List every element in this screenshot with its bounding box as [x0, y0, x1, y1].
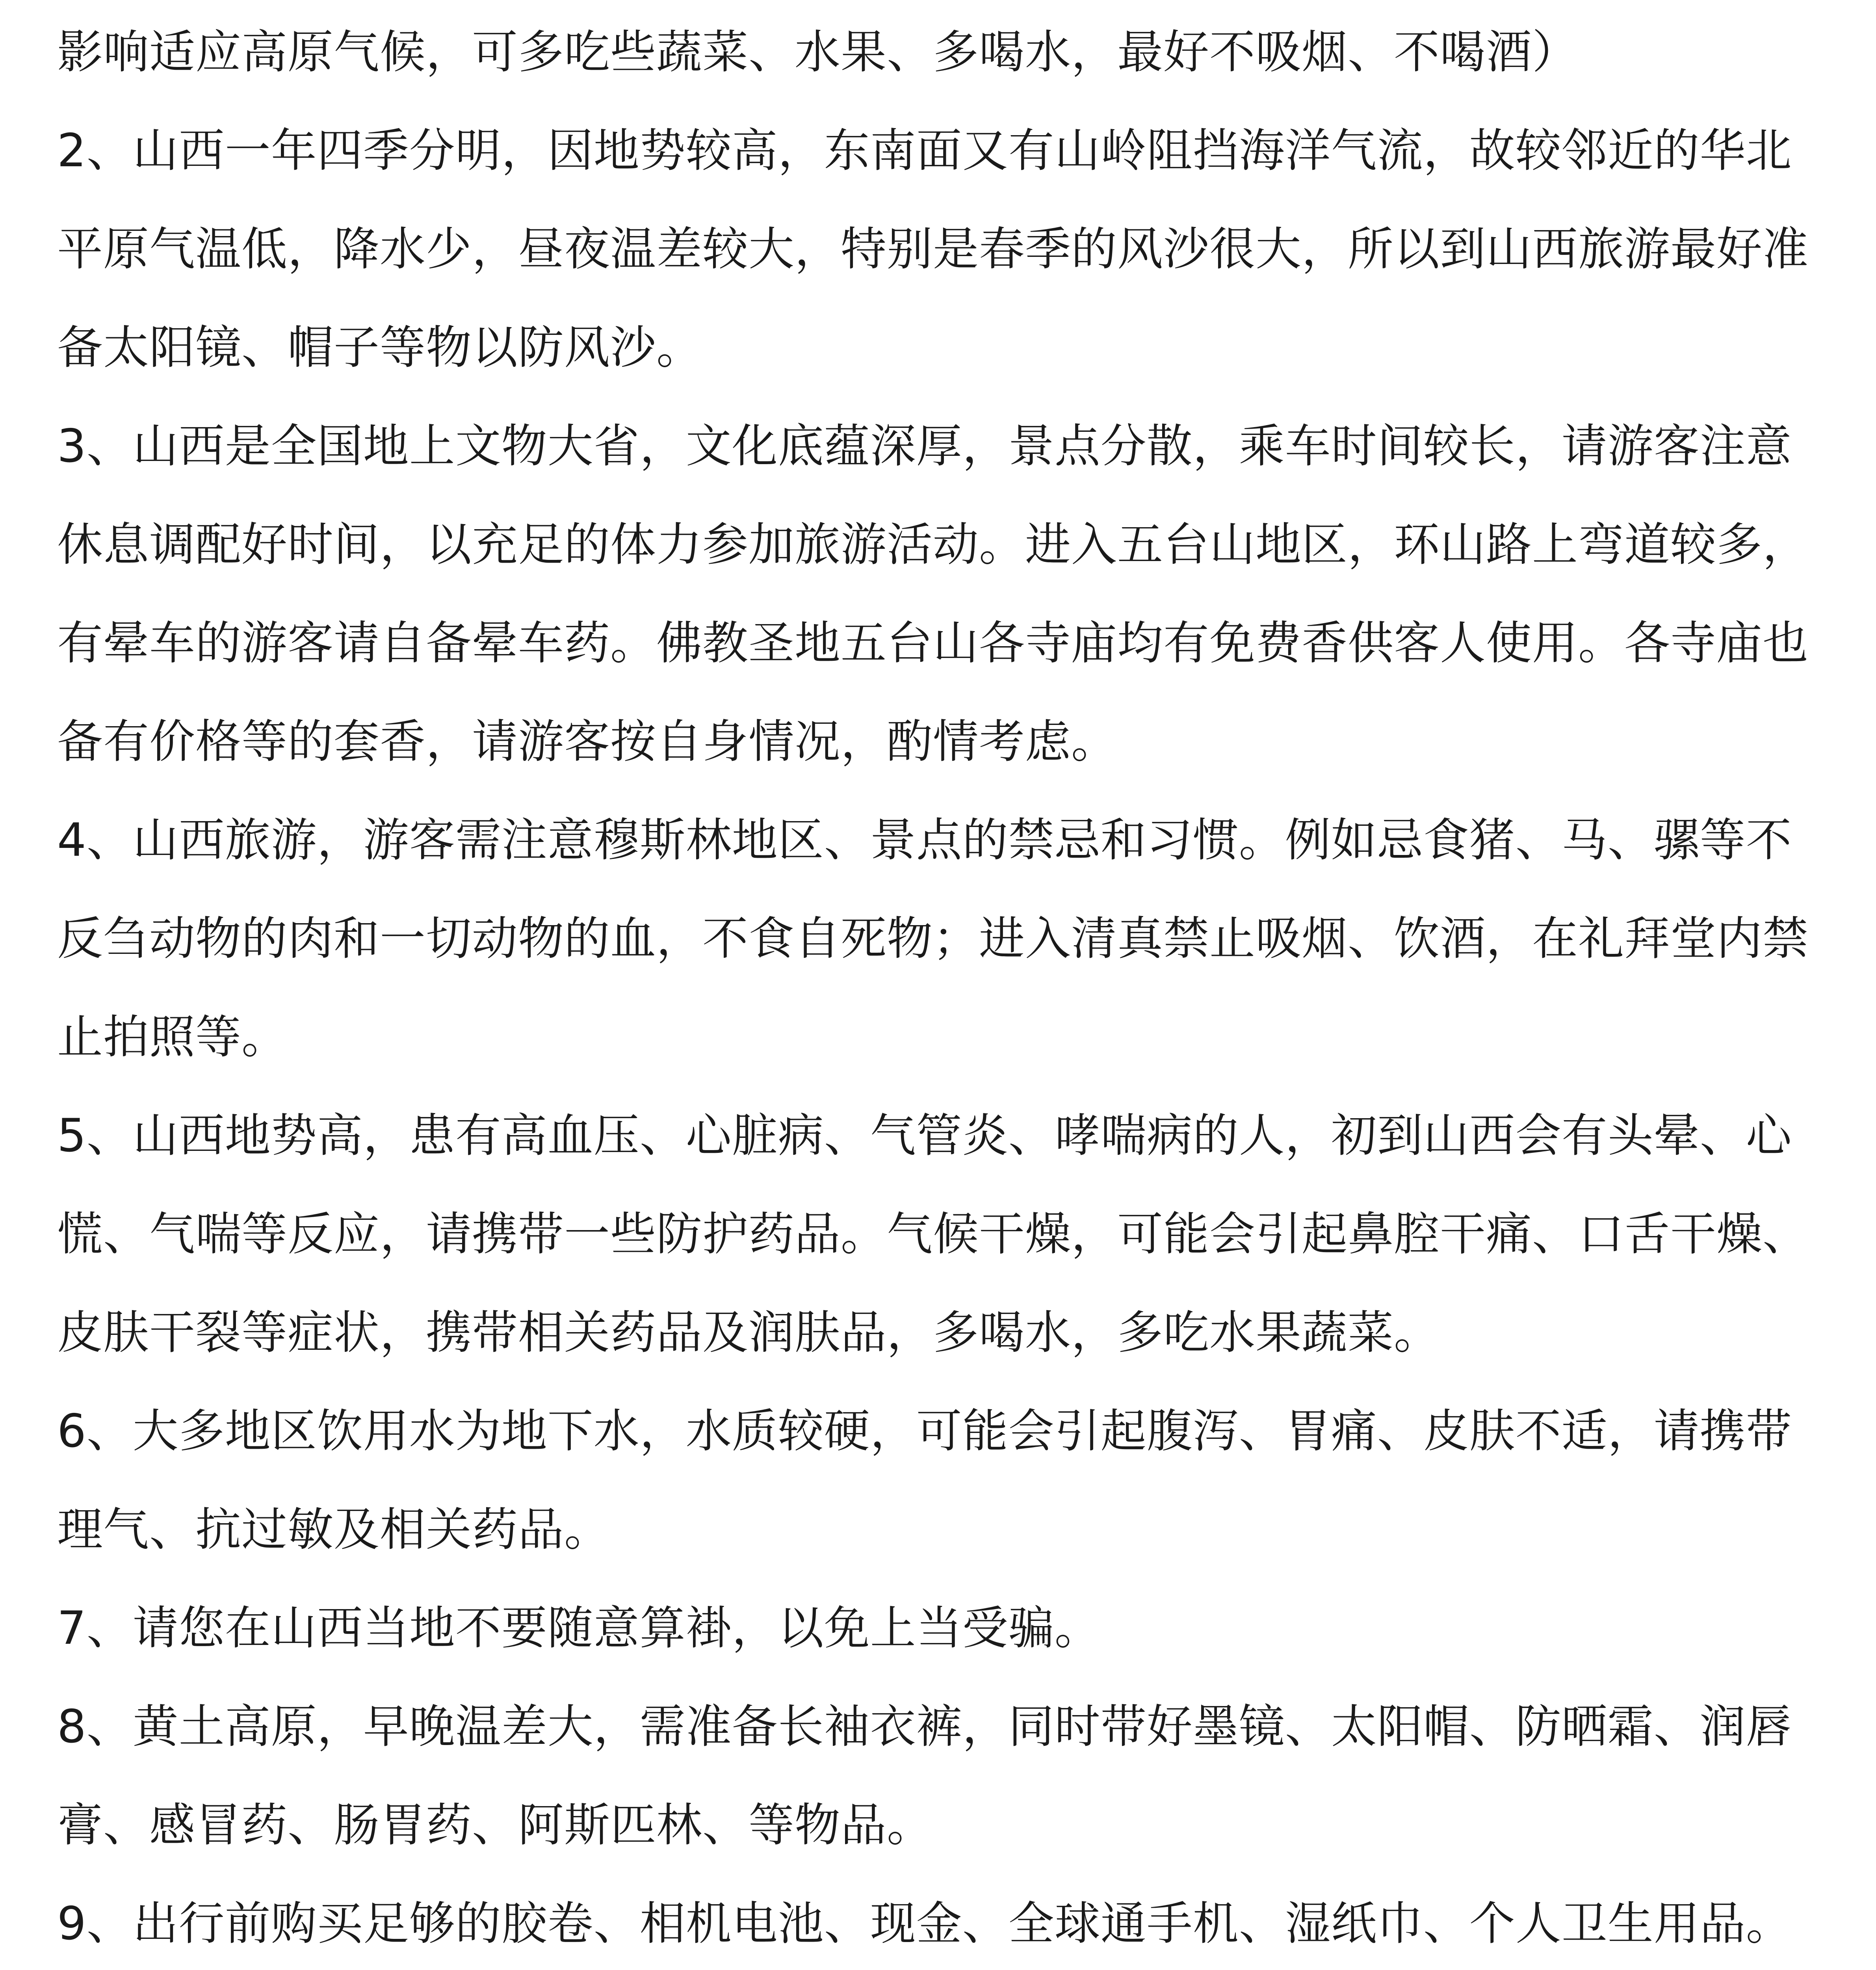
paragraph-continuation: 影响适应高原气候，可多吃些蔬菜、水果、多喝水，最好不吸烟、不喝酒）: [57, 26, 1578, 79]
paragraph-item-6-water: 6、大多地区饮用水为地下水，水质较硬，可能会引起腹泻、胃痛、皮肤不适，请携带理气、抗过敏及相关药品。: [57, 1405, 1792, 1556]
paragraph-item-5-health: 5、山西地势高，患有高血压、心脏病、气管炎、哮喘病的人，初到山西会有头晕、心慌、气喘等反应，请携带一些防护药品。气候干燥，可能会引起鼻腔干痛、口舌干燥、皮肤干裂等症状，携带相关药品及润肤品，多喝水，多吃水果蔬菜。: [57, 1109, 1809, 1359]
paragraph-item-9-supplies: 9、出行前购买足够的胶卷、相机电池、现金、全球通手机、湿纸巾、个人卫生用品。: [57, 1897, 1792, 1950]
paragraph-item-3-relics: 3、山西是全国地上文物大省，文化底蕴深厚，景点分散，乘车时间较长，请游客注意休息调配好时间，以充足的体力参加旅游活动。进入五台山地区，环山路上弯道较多，有晕车的游客请自备晕车药。佛教圣地五台山各寺庙均有免费香供客人使用。各寺庙也备有价格等的套香，请游客按自身情况，酌情考虑。: [57, 420, 1809, 768]
paragraph-item-8-loess: 8、黄土高原，早晚温差大，需准备长袖衣裤，同时带好墨镜、太阳帽、防晒霜、润唇膏、感冒药、肠胃药、阿斯匹林、等物品。: [57, 1700, 1792, 1852]
paragraph-item-2-climate: 2、山西一年四季分明，因地势较高，东南面又有山岭阻挡海洋气流，故较邻近的华北平原气温低，降水少，昼夜温差较大，特别是春季的风沙很大，所以到山西旅游最好准备太阳镜、帽子等物以防风沙。: [57, 124, 1809, 374]
paragraph-item-7-fortune: 7、请您在山西当地不要随意算褂，以免上当受骗。: [57, 1602, 1101, 1655]
paragraph-item-4-muslim-customs: 4、山西旅游，游客需注意穆斯林地区、景点的禁忌和习惯。例如忌食猪、马、骡等不反刍动物的肉和一切动物的血，不食自死物；进入清真禁止吸烟、饮酒，在礼拜堂内禁止拍照等。: [57, 814, 1809, 1064]
